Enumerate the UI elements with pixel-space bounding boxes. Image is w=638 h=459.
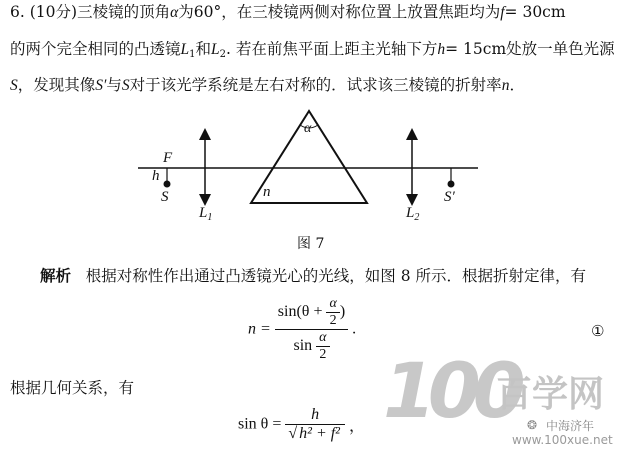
solution-line-1 xyxy=(40,266,586,286)
symbol-S: S xyxy=(10,77,18,94)
eq1-fraction xyxy=(275,296,348,363)
text: ． xyxy=(509,76,525,94)
text: 处放一单色光源 xyxy=(506,40,615,58)
watermark-account: 中海济年 xyxy=(546,419,595,433)
subscript: 2 xyxy=(219,49,227,60)
text: 为 xyxy=(178,3,194,21)
symbol-h: h xyxy=(437,41,446,58)
label-L2-sub: 2 xyxy=(414,212,420,223)
solution-text: 根据对称性作出通过凸透镜光心的光线，如图 8 所示．根据折射定律，有 xyxy=(85,267,587,285)
text: 三棱镜的顶角 xyxy=(77,3,171,21)
eq1-lhs: n = xyxy=(248,320,271,338)
eq1-end: . xyxy=(352,320,357,338)
symbol-L2: L xyxy=(211,41,220,58)
eq1-num-alpha: α xyxy=(326,296,339,313)
text: 的两个完全相同的凸透镜 xyxy=(10,40,181,58)
label-L1-letter: L xyxy=(199,205,208,221)
label-L1-sub: 1 xyxy=(207,212,213,223)
eq1-den-half-alpha xyxy=(316,330,329,363)
value-h: = 15cm xyxy=(445,40,507,58)
symbol-S: S xyxy=(121,77,130,94)
text: 与 xyxy=(106,76,122,94)
watermark-account-icon: ❂ xyxy=(527,418,538,432)
eq2-radicand: h² + f² xyxy=(299,425,340,442)
label-h: h xyxy=(152,168,160,184)
eq2-end: ， xyxy=(348,418,365,435)
eq1-numerator xyxy=(275,296,348,330)
label-alpha: α xyxy=(304,121,312,136)
symbol-S-prime: S′ xyxy=(95,77,107,94)
problem-number: 6. xyxy=(10,3,25,21)
equation-2 xyxy=(238,406,365,443)
text: 对于该光学系统是左右对称的．试求该三棱镜的折射率 xyxy=(129,76,502,94)
value-focal-length: = 30cm xyxy=(504,3,566,21)
symbol-f: f xyxy=(500,4,505,21)
watermark-url: www.100xue.net xyxy=(512,433,613,447)
eq1-den-sin: sin xyxy=(293,337,313,355)
text: ，发现其像 xyxy=(17,76,96,94)
equation-1 xyxy=(248,296,356,363)
text: 和 xyxy=(195,40,212,58)
value-angle: 60° xyxy=(193,3,222,21)
eq2-lhs: sin θ = xyxy=(238,415,282,433)
eq2-numerator: h xyxy=(285,406,345,425)
label-S: S xyxy=(161,189,169,205)
text: ，在三棱镜两侧对称位置上放置焦距均为 xyxy=(221,3,501,21)
eq1-num-two: 2 xyxy=(329,313,337,328)
watermark-number: 100 xyxy=(383,346,518,435)
subscript: 1 xyxy=(189,49,196,60)
symbol-L1: L xyxy=(180,41,190,58)
equation-1-tag: ① xyxy=(591,322,605,340)
symbol-alpha: α xyxy=(170,4,179,21)
watermark-brand: 百学网 xyxy=(496,374,605,415)
label-L1 xyxy=(199,205,212,223)
label-n: n xyxy=(263,184,271,200)
eq1-den-two: 2 xyxy=(319,347,327,362)
label-F: F xyxy=(163,150,173,166)
eq1-num-sin: sin(θ + xyxy=(277,303,323,321)
label-S-prime: S′ xyxy=(444,189,455,205)
figure-caption: 图 7 xyxy=(297,236,325,252)
solution-text-2: 根据几何关系，有 xyxy=(10,379,135,397)
eq1-num-close: ) xyxy=(339,303,346,321)
eq2-fraction xyxy=(285,406,345,443)
text: . 若在前焦平面上距主光轴下方 xyxy=(226,40,438,58)
label-L2 xyxy=(406,205,419,223)
eq1-den-alpha: α xyxy=(316,330,329,347)
label-L2-letter: L xyxy=(406,205,415,221)
symbol-n: n xyxy=(501,77,510,94)
eq1-num-half-alpha xyxy=(326,296,339,329)
eq1-denominator xyxy=(275,330,348,363)
problem-score: (10分) xyxy=(29,3,78,21)
eq2-denominator: √ h² + f² xyxy=(288,425,340,442)
solution-heading: 解析 xyxy=(40,266,72,285)
solution-line-2 xyxy=(10,378,134,398)
